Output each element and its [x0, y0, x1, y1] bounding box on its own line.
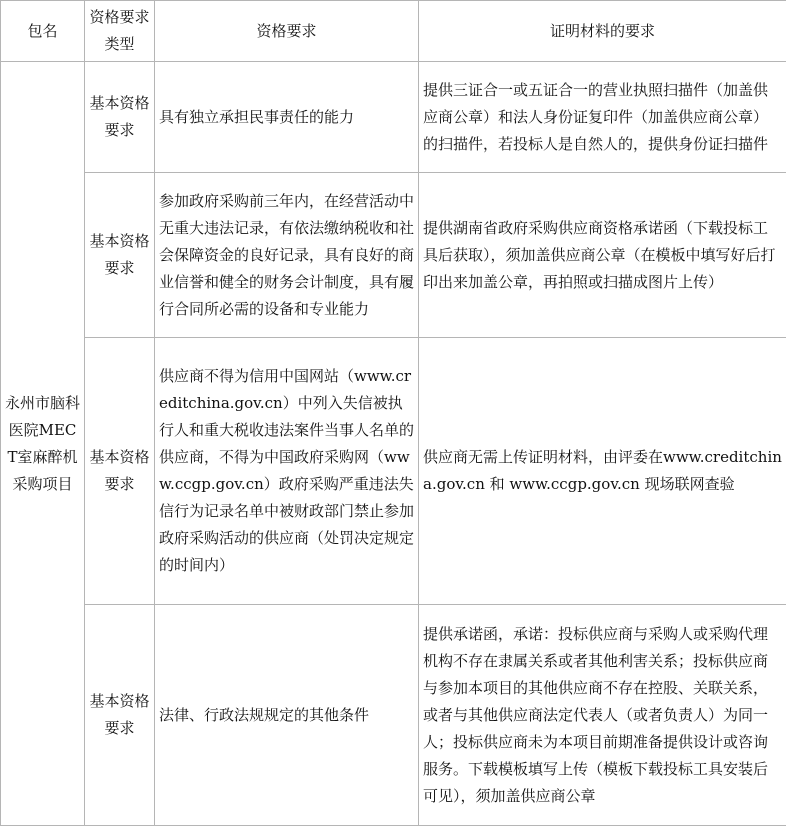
table-row	[1, 62, 786, 173]
proof-cell: 提供承诺函，承诺：投标供应商与采购人或采购代理机构不存在隶属关系或者其他利害关系；投标供应商与参加本项目的其他供应商不存在控股、关联关系，或者与其他供应商法定代表人（或者负责人）为同一人；投标供应商未为本项目前期准备提供设计或咨询服务。下载模板填写上传（模板下载投标工具安装后可见），须加盖供应商公章	[419, 605, 786, 826]
type-cell: 基本资格要求	[85, 605, 155, 826]
table-header-row	[1, 1, 786, 62]
requirement-cell: 法律、行政法规规定的其他条件	[155, 605, 419, 826]
table-row	[1, 605, 786, 826]
header-type: 资格要求类型	[85, 1, 155, 62]
type-cell: 基本资格要求	[85, 62, 155, 173]
package-name-cell: 永州市脑科医院MECT室麻醉机采购项目	[1, 62, 85, 826]
table-row	[1, 173, 786, 338]
proof-cell: 供应商无需上传证明材料，由评委在www.creditchina.gov.cn 和 www.ccgp.gov.cn 现场联网查验	[419, 338, 786, 605]
requirement-cell: 供应商不得为信用中国网站（www.creditchina.gov.cn）中列入失信被执行人和重大税收违法案件当事人名单的供应商，不得为中国政府采购网（www.ccgp.gov.cn）政府采购严重违法失信行为记录名单中被财政部门禁止参加政府采购活动的供应商（处罚决定规定的时间内）	[155, 338, 419, 605]
header-proof: 证明材料的要求	[419, 1, 786, 62]
proof-cell: 提供三证合一或五证合一的营业执照扫描件（加盖供应商公章）和法人身份证复印件（加盖供应商公章）的扫描件，若投标人是自然人的，提供身份证扫描件	[419, 62, 786, 173]
type-cell: 基本资格要求	[85, 173, 155, 338]
header-package: 包名	[1, 1, 85, 62]
type-cell: 基本资格要求	[85, 338, 155, 605]
proof-cell: 提供湖南省政府采购供应商资格承诺函（下载投标工具后获取），须加盖供应商公章（在模板中填写好后打印出来加盖公章，再拍照或扫描成图片上传）	[419, 173, 786, 338]
requirement-cell: 参加政府采购前三年内，在经营活动中无重大违法记录，有依法缴纳税收和社会保障资金的良好记录，具有良好的商业信誉和健全的财务会计制度，具有履行合同所必需的设备和专业能力	[155, 173, 419, 338]
requirement-cell: 具有独立承担民事责任的能力	[155, 62, 419, 173]
header-requirement: 资格要求	[155, 1, 419, 62]
table-row	[1, 338, 786, 605]
